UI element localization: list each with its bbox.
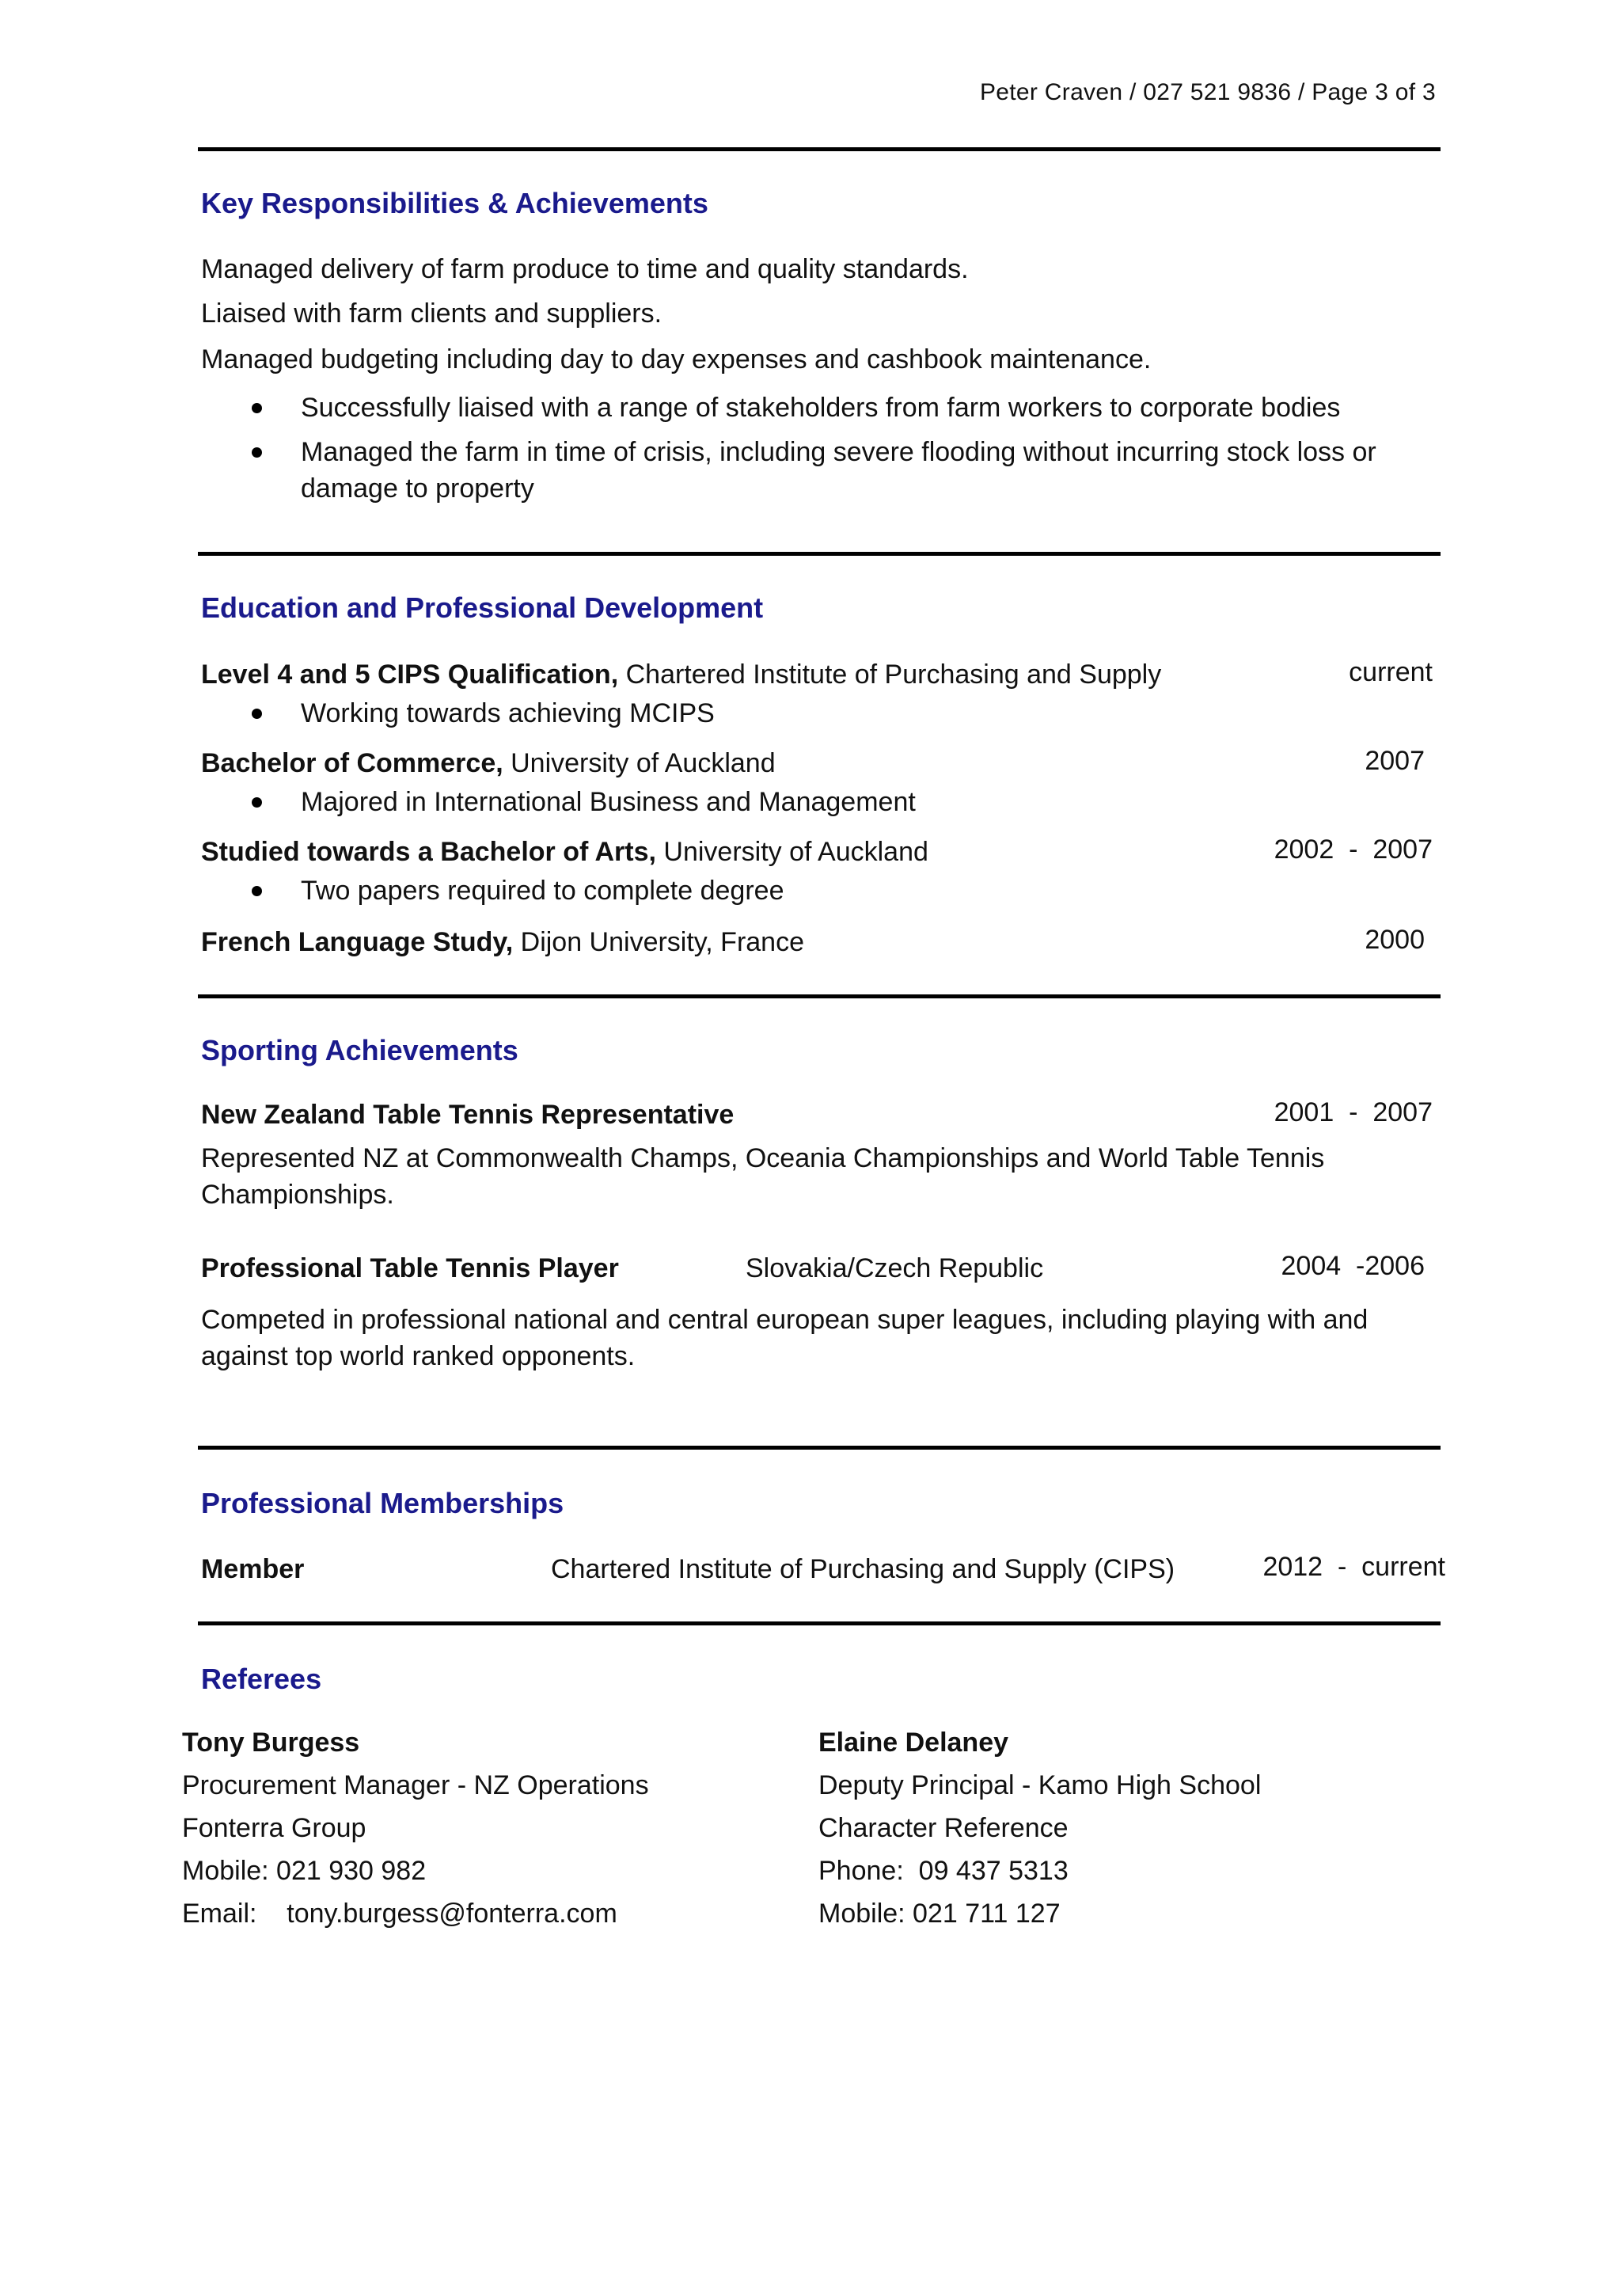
referee-email: Email: tony.burgess@fonterra.com bbox=[182, 1899, 617, 1929]
membership-date: 2012 - current bbox=[1262, 1552, 1445, 1582]
sporting-description: Represented NZ at Commonwealth Champs, Oceania Championships and World Table Tennis Championships. bbox=[201, 1143, 1325, 1210]
education-institution: University of Auckland bbox=[655, 837, 928, 867]
referee-phone: Phone: 09 437 5313 bbox=[818, 1856, 1069, 1886]
education-entry bbox=[201, 925, 804, 960]
bullet-icon bbox=[252, 447, 262, 458]
divider-rule bbox=[198, 552, 1441, 556]
education-date: current bbox=[1349, 657, 1433, 687]
membership-role: Member bbox=[201, 1554, 305, 1584]
divider-rule bbox=[198, 1621, 1441, 1625]
education-date: 2002 - 2007 bbox=[1274, 834, 1433, 865]
education-entry bbox=[201, 834, 928, 869]
education-qualification: French Language Study, bbox=[201, 927, 514, 957]
section-title-key-responsibilities: Key Responsibilities & Achievements bbox=[201, 187, 708, 219]
bullet-icon bbox=[252, 403, 262, 413]
referee-company: Character Reference bbox=[818, 1813, 1069, 1843]
list-item bbox=[252, 434, 1423, 507]
responsibility-line: Managed budgeting including day to day expenses and cashbook maintenance. bbox=[201, 344, 1152, 374]
membership-org: Chartered Institute of Purchasing and Supply (CIPS) bbox=[551, 1554, 1175, 1584]
list-item bbox=[252, 695, 1423, 732]
education-entry bbox=[201, 657, 1161, 692]
education-qualification: Level 4 and 5 CIPS Qualification, bbox=[201, 660, 619, 690]
referee-card bbox=[182, 1721, 649, 1935]
bullet-icon bbox=[252, 709, 262, 719]
referee-mobile: Mobile: 021 711 127 bbox=[818, 1899, 1061, 1929]
divider-rule bbox=[198, 147, 1441, 151]
list-item bbox=[252, 872, 1423, 909]
list-item bbox=[252, 784, 1423, 820]
bullet-text: Majored in International Business and Management bbox=[301, 787, 916, 817]
education-qualification: Bachelor of Commerce, bbox=[201, 748, 503, 778]
section-title-sporting: Sporting Achievements bbox=[201, 1034, 518, 1066]
divider-rule bbox=[198, 994, 1441, 998]
referee-role: Deputy Principal - Kamo High School bbox=[818, 1770, 1262, 1800]
education-date: 2000 bbox=[1365, 925, 1425, 955]
sporting-date: 2004 -2006 bbox=[1281, 1251, 1425, 1281]
sporting-title: Professional Table Tennis Player bbox=[201, 1253, 619, 1283]
bullet-icon bbox=[252, 797, 262, 808]
section-title-education: Education and Professional Development bbox=[201, 591, 764, 624]
sporting-location: Slovakia/Czech Republic bbox=[746, 1253, 1044, 1283]
sporting-date: 2001 - 2007 bbox=[1274, 1097, 1433, 1127]
bullet-text: Successfully liaised with a range of stakeholders from farm workers to corporate bodies bbox=[301, 393, 1341, 423]
page-header: Peter Craven / 027 521 9836 / Page 3 of 3 bbox=[979, 79, 1436, 105]
bullet-text: Working towards achieving MCIPS bbox=[301, 698, 715, 728]
list-item bbox=[252, 390, 1423, 426]
sporting-title: New Zealand Table Tennis Representative bbox=[201, 1100, 735, 1130]
referee-card bbox=[818, 1721, 1261, 1935]
section-title-memberships: Professional Memberships bbox=[201, 1487, 564, 1519]
referee-role: Procurement Manager - NZ Operations bbox=[182, 1770, 649, 1800]
referee-mobile: Mobile: 021 930 982 bbox=[182, 1856, 427, 1886]
education-qualification: Studied towards a Bachelor of Arts, bbox=[201, 837, 656, 867]
bullet-text: Two papers required to complete degree bbox=[301, 876, 784, 906]
education-date: 2007 bbox=[1365, 746, 1425, 776]
education-entry bbox=[201, 746, 776, 781]
divider-rule bbox=[198, 1446, 1441, 1450]
referee-company: Fonterra Group bbox=[182, 1813, 366, 1843]
sporting-description: Competed in professional national and central european super leagues, including playing with and against top world ranked opponents. bbox=[201, 1305, 1369, 1371]
education-institution: Dijon University, France bbox=[513, 927, 804, 957]
education-institution: University of Auckland bbox=[503, 748, 776, 778]
education-institution: Chartered Institute of Purchasing and Supply bbox=[618, 660, 1162, 690]
bullet-text: Managed the farm in time of crisis, including severe flooding without incurring stock loss or damage to property bbox=[301, 437, 1376, 504]
responsibility-line: Managed delivery of farm produce to time and quality standards. bbox=[201, 254, 969, 284]
responsibility-line: Liaised with farm clients and suppliers. bbox=[201, 298, 662, 329]
referee-name: Tony Burgess bbox=[182, 1728, 360, 1758]
section-title-referees: Referees bbox=[201, 1663, 322, 1695]
referee-name: Elaine Delaney bbox=[818, 1728, 1009, 1758]
bullet-icon bbox=[252, 886, 262, 896]
